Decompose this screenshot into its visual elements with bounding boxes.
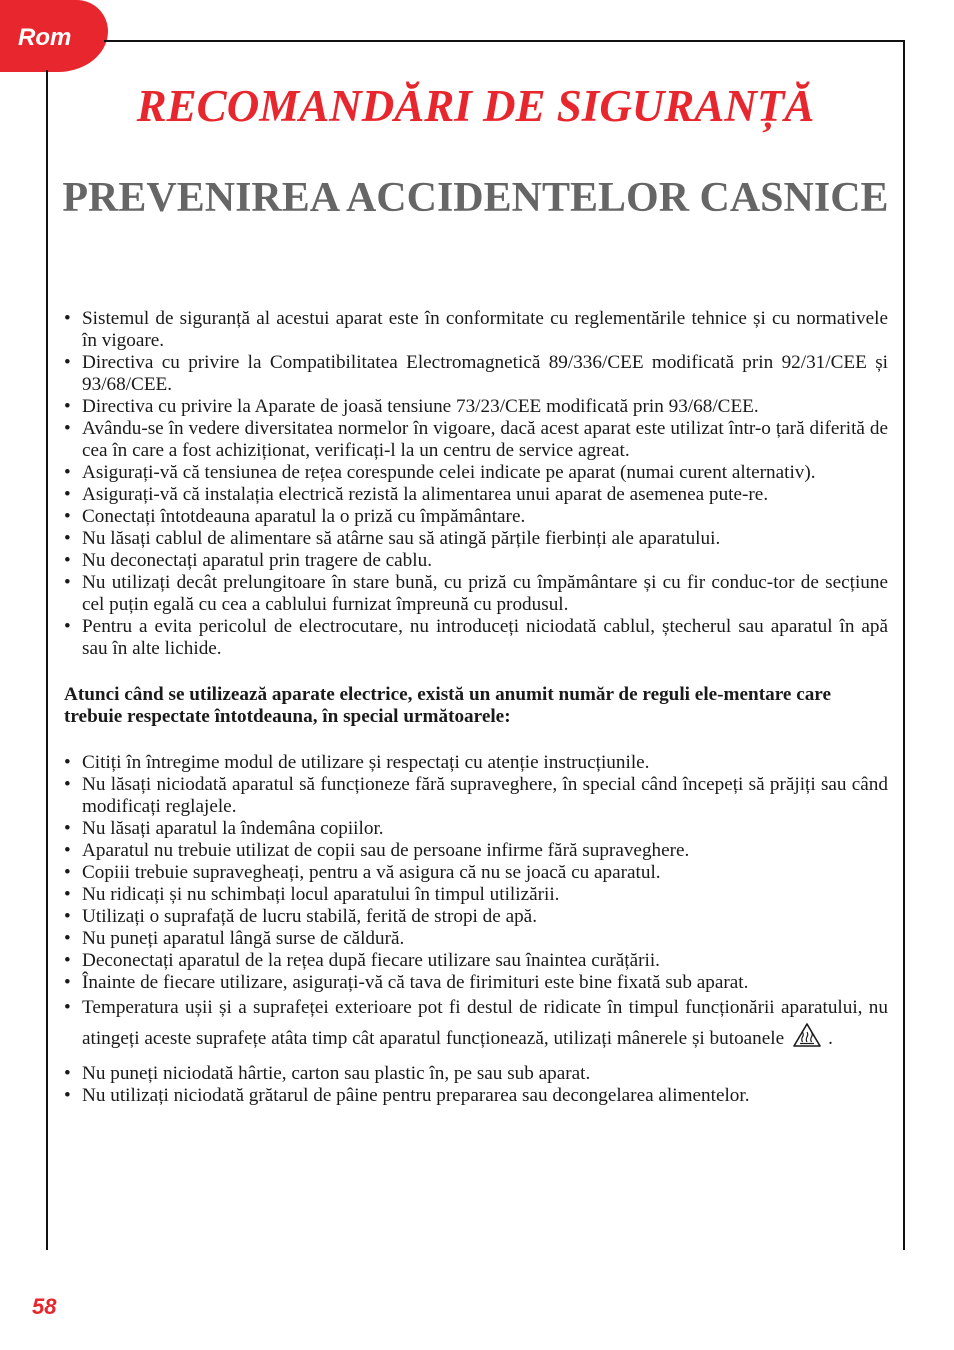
- frame-right-line: [903, 40, 905, 1250]
- list-item: • Nu puneți aparatul lângă surse de căldură.: [64, 928, 405, 949]
- bullet-icon: •: [64, 997, 71, 1018]
- frame-top-line: [104, 40, 905, 42]
- bullet-icon: •: [64, 616, 71, 637]
- page-title: RECOMANDĂRI DE SIGURANȚĂ: [136, 81, 815, 131]
- list-item: • Pentru a evita pericolul de electrocutare, nu introduceți niciodată cablul, ștecherul sau aparatul în apă sau în alte lichide.: [64, 616, 888, 659]
- bullet-icon: •: [64, 884, 71, 905]
- bullet-list-final: [64, 1063, 888, 1107]
- list-item: • Înainte de fiecare utilizare, asigurați-vă că tava de firimituri este bine fixată sub aparat.: [64, 972, 749, 993]
- bullet-icon: •: [64, 862, 71, 883]
- list-item: • Nu lăsați cablul de alimentare să atârne sau să atingă părțile fierbinți ale aparatului.: [64, 528, 721, 549]
- bullet-icon: •: [64, 972, 71, 993]
- language-tab-label: Rom: [18, 24, 72, 51]
- intro-paragraph: Atunci când se utilizează aparate electrice, există un anumit număr de reguli ele-mentare care trebuie respectate întotdeauna, în special următoarele:: [64, 684, 831, 727]
- section-title: PREVENIREA ACCIDENTELOR CASNICE: [62, 175, 889, 221]
- list-item: • Sistemul de siguranță al acestui aparat este în conformitate cu reglementările tehnice și cu normativele în vigoare.: [64, 308, 888, 351]
- list-item: • Nu lăsați aparatul la îndemâna copiilor.: [64, 818, 384, 839]
- list-item: • Utilizați o suprafață de lucru stabilă, ferită de stropi de apă.: [64, 906, 537, 927]
- list-item: • Conectați întotdeauna aparatul la o priză cu împământare.: [64, 506, 526, 527]
- page-number: 58: [32, 1294, 57, 1319]
- hot-surface-warning-icon: [792, 1022, 822, 1057]
- list-item: • Asigurați-vă că instalația electrică rezistă la alimentarea unui aparat de asemenea pute-re.: [64, 484, 769, 505]
- list-item: • Directiva cu privire la Compatibilitatea Electromagnetică 89/336/CEE modificată prin 92/31/CEE și 93/68/CEE.: [64, 352, 888, 395]
- bullet-icon: •: [64, 1063, 71, 1084]
- bullet-icon: •: [64, 528, 71, 549]
- bullet-icon: •: [64, 950, 71, 971]
- bullet-icon: •: [64, 550, 71, 571]
- list-item: • Deconectați aparatul de la rețea după fiecare utilizare sau înaintea curățării.: [64, 950, 660, 971]
- list-item: • Copiii trebuie supravegheați, pentru a vă asigura că nu se joacă cu aparatul.: [64, 862, 661, 883]
- list-item: • Directiva cu privire la Aparate de joasă tensiune 73/23/CEE modificată prin 93/68/CEE.: [64, 396, 759, 417]
- list-item: • Nu ridicați și nu schimbați locul aparatului în timpul utilizării.: [64, 884, 560, 905]
- list-item: • Nu utilizați decât prelungitoare în stare bună, cu priză cu împământare și cu fir conduc-tor de secțiune cel puțin egală cu cea a cablului furnizat împreună cu produsul.: [64, 572, 888, 615]
- list-item: • Nu deconectați aparatul prin tragere de cablu.: [64, 550, 432, 571]
- bullet-icon: •: [64, 906, 71, 927]
- list-item: • Asigurați-vă că tensiunea de rețea corespunde celei indicate pe aparat (numai curent alternativ).: [64, 462, 816, 483]
- list-item: • Avându-se în vedere diversitatea normelor în vigoare, dacă acest aparat este utilizat într-o țară diferită de cea în care a fost achiziționat, verificați-l la un centru de service agreat.: [64, 418, 888, 461]
- bullet-icon: •: [64, 1085, 71, 1106]
- bullet-icon: •: [64, 352, 71, 373]
- language-tab: [0, 0, 108, 72]
- list-item: • Nu utilizați niciodată grătarul de pâine pentru prepararea sau decongelarea alimentelor.: [64, 1085, 750, 1106]
- bullet-icon: •: [64, 462, 71, 483]
- bullet-icon: •: [64, 572, 71, 593]
- bullet-icon: •: [64, 818, 71, 839]
- bullet-icon: •: [64, 506, 71, 527]
- bullet-list-general: [64, 308, 888, 660]
- list-item: • Nu lăsați niciodată aparatul să funcționeze fără supraveghere, în special când începeți să prăjiți sau când modificați reglajele.: [64, 774, 888, 817]
- list-item: • Citiți în întregime modul de utilizare și respectați cu atenție instrucțiunile.: [64, 752, 650, 773]
- bullet-icon: •: [64, 418, 71, 439]
- bullet-list-usage: [64, 752, 888, 1057]
- bullet-icon: •: [64, 752, 71, 773]
- bullet-icon: •: [64, 484, 71, 505]
- list-item: • Aparatul nu trebuie utilizat de copii sau de persoane infirme fără supraveghere.: [64, 840, 690, 861]
- bullet-icon: •: [64, 774, 71, 795]
- content-body: [64, 308, 888, 1107]
- bullet-icon: •: [64, 396, 71, 417]
- bullet-icon: •: [64, 308, 71, 329]
- frame-left-line: [46, 70, 48, 1250]
- bullet-icon: •: [64, 840, 71, 861]
- bullet-icon: •: [64, 928, 71, 949]
- list-item: • Nu puneți niciodată hârtie, carton sau plastic în, pe sau sub aparat.: [64, 1063, 591, 1084]
- list-item-hot-surface: • Temperatura ușii și a suprafeței exterioare pot fi destul de ridicate în timpul funcționării aparatului, nu atingeți aceste suprafețe atâta timp cât aparatul funcționează, utilizați mânerele și butoanele .: [64, 994, 888, 1057]
